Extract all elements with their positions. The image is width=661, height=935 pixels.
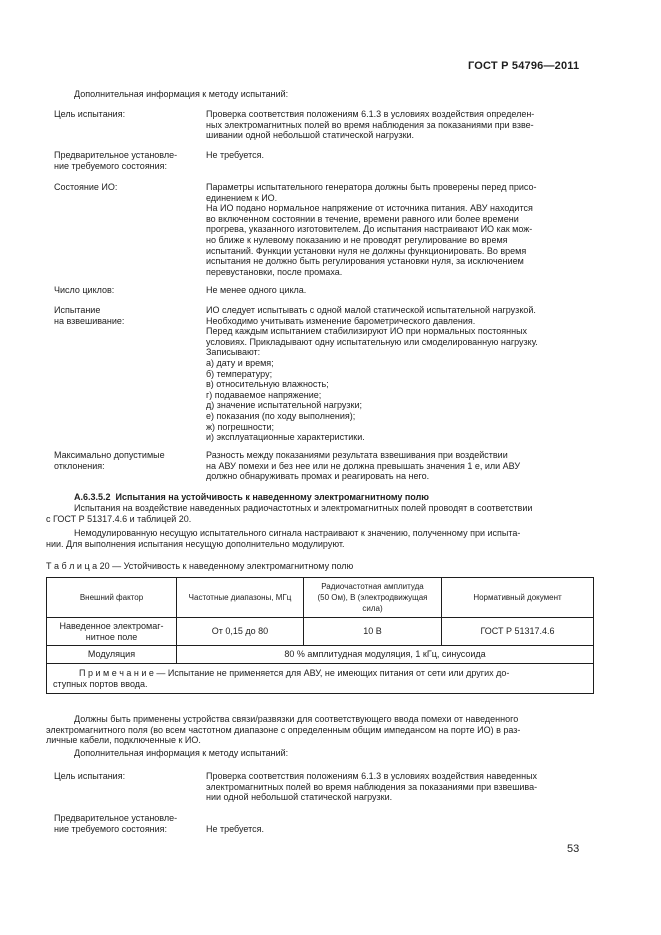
table-header-cell <box>47 578 177 618</box>
preset-value: Не требуется. <box>206 150 264 160</box>
paragraph-line: Испытания на воздействие наведенных радиочастотных и электромагнитных полей проводят в соответствии <box>74 503 533 513</box>
weighing-line: условиях. Прикладывают одну испытательную или смоделированную нагрузку. <box>206 336 538 347</box>
intro-text-2: Дополнительная информация к методу испытаний: <box>74 748 289 758</box>
table-caption-prefix: Т а б л и ц а 20 <box>46 561 110 571</box>
section-title: Испытания на устойчивость к наведенному электромагнитному полю <box>115 492 429 502</box>
maxdev-label-line: Максимально допустимые <box>54 450 165 460</box>
state-line: Параметры испытательного генератора должны быть проверены перед присо- <box>206 182 537 192</box>
table-header-cell <box>177 578 304 618</box>
page-number: 53 <box>567 843 580 855</box>
state-line: испытаний. Функции установки нуля не должны функционировать. Во время <box>206 245 527 256</box>
table-header-cell <box>304 578 442 618</box>
weighing-list-item: б) температуру; <box>206 368 273 379</box>
preset-value-2: Не требуется. <box>206 824 264 834</box>
table-note-line: ступных портов ввода. <box>53 678 148 689</box>
weighing-list-item: и) эксплуатационные характеристики. <box>206 432 365 443</box>
table-header-text: Радиочастотная амплитуда <box>321 582 424 591</box>
maxdev-label <box>54 450 204 471</box>
paragraph-line: нии. Для выполнения испытания несущую дополнительно модулируют. <box>46 538 345 549</box>
maxdev-line: Разность между показаниями результата взвешивания при воздействии <box>206 450 508 460</box>
purpose-label: Цель испытания: <box>54 109 126 119</box>
table-cell-text: нитное поле <box>85 631 138 642</box>
section-heading <box>74 492 429 503</box>
preset-label-line: Предварительное установле- <box>54 813 178 823</box>
table-header-text: Частотные диапазоны, МГц <box>188 592 292 602</box>
table-cell: Модуляция <box>47 646 177 664</box>
weighing-line: Записывают: <box>206 347 261 358</box>
state-line: перевустановки, после промаха. <box>206 266 343 277</box>
weighing-list-item: д) значение испытательной нагрузки; <box>206 400 362 411</box>
state-line: но ближе к нулевому показанию и не проводят регулирование во время <box>206 234 508 245</box>
weighing-list-item: е) показания (по ходу выполнения); <box>206 410 356 421</box>
weighing-line: ИО следует испытывать с одной малой статической испытательной нагрузкой. <box>206 305 536 315</box>
cycles-value: Не менее одного цикла. <box>206 285 307 295</box>
section-number: А.6.3.5.2 <box>74 492 111 502</box>
table-caption-text: — Устойчивость к наведенному электромагнитному полю <box>109 561 354 571</box>
weighing-label-line: на взвешивание: <box>54 315 125 326</box>
page-header-standard: ГОСТ Р 54796—2011 <box>468 60 580 72</box>
cycles-label: Число циклов: <box>54 285 115 295</box>
purpose-value-2 <box>206 771 586 803</box>
weighing-list-item: а) дату и время; <box>206 357 274 368</box>
paragraph-line: с ГОСТ Р 51317.4.6 и таблицей 20. <box>46 513 192 524</box>
table-row <box>47 618 594 646</box>
purpose-line: Проверка соответствия положениям 6.1.3 в условиях воздействия наведенных <box>206 771 538 781</box>
purpose-line: нии одной небольшой статической нагрузки. <box>206 792 393 803</box>
table-header-text: сила) <box>362 604 383 613</box>
table-header-text: Внешний фактор <box>79 592 144 602</box>
table-cell: От 0,15 до 80 <box>177 618 304 646</box>
table-cell: ГОСТ Р 51317.4.6 <box>442 618 594 646</box>
section-paragraph-1 <box>46 503 532 524</box>
state-line: единением к ИО. <box>206 192 278 203</box>
purpose-value <box>206 109 586 141</box>
weighing-label-line: Испытание <box>54 305 101 315</box>
state-value <box>206 182 586 277</box>
maxdev-value <box>206 450 586 482</box>
purpose-label-2: Цель испытания: <box>54 771 126 781</box>
preset-label <box>54 150 204 171</box>
preset-label-line: ние требуемого состояния: <box>54 823 168 834</box>
state-line: На ИО подано нормальное напряжение от источника питания. АВУ находится <box>206 203 533 214</box>
paragraph-line: личные кабели, подключенные к ИО. <box>46 735 201 746</box>
section-paragraph-2 <box>46 528 520 549</box>
paragraph-line: Немодулированную несущую испытательного сигнала настраивают к значению, полученному при испыта- <box>74 528 521 538</box>
preset-label-line: ние требуемого состояния: <box>54 160 168 171</box>
preset-label-2 <box>54 813 204 834</box>
table-note-line: П р и м е ч а н и е — Испытание не применяется для АВУ, не имеющих питания от сети или других до- <box>79 667 510 678</box>
preset-label-line: Предварительное установле- <box>54 150 178 160</box>
maxdev-line: на АВУ помехи и без нее или не должна превышать значения 1 e, или АВУ <box>206 460 521 471</box>
paragraph-line: Должны быть применены устройства связи/развязки для соответствующего ввода помехи от наведенного <box>74 714 519 724</box>
table-header-text: Нормативный документ <box>473 592 562 602</box>
table-note <box>47 664 594 694</box>
weighing-line: Перед каждым испытанием стабилизируют ИО при нормальных постоянных <box>206 326 528 337</box>
table-header-cell <box>442 578 594 618</box>
table-note-row <box>47 664 594 694</box>
weighing-list-item: ж) погрешности; <box>206 421 275 432</box>
maxdev-line: должно обнаруживать промах и реагировать на него. <box>206 471 430 482</box>
after-table-paragraph <box>46 714 520 746</box>
table-caption <box>46 561 353 572</box>
weighing-list-item: г) подаваемое напряжение; <box>206 389 322 400</box>
table-20 <box>46 577 594 694</box>
state-line: прогрева, указанного изготовителем. До испытания настраивают ИО как мож- <box>206 224 533 235</box>
maxdev-label-line: отклонения: <box>54 460 105 471</box>
purpose-line: Проверка соответствия положениям 6.1.3 в условиях воздействия определен- <box>206 109 535 119</box>
table-row <box>47 646 594 664</box>
table-cell: 80 % амплитудная модуляция, 1 кГц, синусоида <box>177 646 594 664</box>
table-cell: 10 В <box>304 618 442 646</box>
intro-text: Дополнительная информация к методу испытаний: <box>74 89 289 99</box>
weighing-list-item: в) относительную влажность; <box>206 379 329 390</box>
weighing-value <box>206 305 586 443</box>
table-cell-text: Наведенное электромаг- <box>59 620 164 631</box>
table-cell <box>47 618 177 646</box>
state-line: во включенном состоянии в течение, времени равного или более времени <box>206 213 519 224</box>
state-label: Состояние ИО: <box>54 182 118 192</box>
purpose-line: электромагнитных полей во время наблюдения за показаниями при взвешива- <box>206 781 538 792</box>
weighing-line: Необходимо учитывать изменение барометрического давления. <box>206 315 476 326</box>
table-header-row <box>47 578 594 618</box>
state-line: испытания не должно быть регулирования установки нуля, за исключением <box>206 256 524 267</box>
purpose-line: шивании одной небольшой статической нагрузки. <box>206 130 415 141</box>
weighing-label <box>54 305 204 326</box>
paragraph-line: электромагнитного поля (во всем частотном диапазоне с определенным общим импедансом на порте ИО) в раз- <box>46 724 521 735</box>
table-header-text: (50 Ом), В (электродвижущая <box>317 593 428 602</box>
purpose-line: ных электромагнитных полей во время наблюдения за показаниями при взве- <box>206 119 534 130</box>
